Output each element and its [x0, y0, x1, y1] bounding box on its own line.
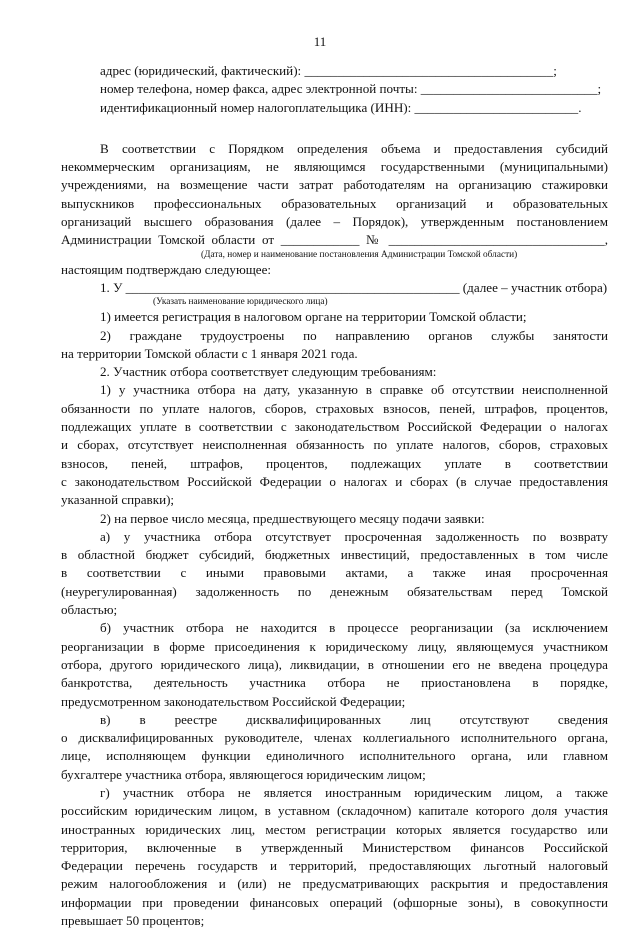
- text-line: и сборах, отсутствует неисполненная обязанность по уплате налогов, сборов, страховых: [61, 437, 608, 453]
- text-line: выпускников профессиональных образовательных организаций и образовательных: [61, 195, 608, 211]
- address-block: [61, 62, 608, 117]
- text-line: в) в реестре дисквалифицированных лиц отсутствуют сведения: [100, 711, 608, 727]
- participant-line: 1. У ___________________________________________________ (далее – участник отбора): [100, 279, 608, 295]
- text-line: б) участник отбора не находится в процессе реорганизации (за исключением: [100, 620, 608, 636]
- text-line: (неурегулированная) задолженность по денежным обязательствам перед Томской: [61, 583, 608, 599]
- text-line: областью;: [61, 602, 118, 618]
- text-line: г) участник отбора не является иностранным юридическим лицом, а также: [100, 784, 608, 800]
- intro-paragraph: [61, 140, 608, 250]
- list-item: на территории Томской области с 1 января 2021 года.: [61, 345, 358, 361]
- text-line: 1) у участника отбора на дату, указанную в справке об отсутствии неисполненной: [100, 382, 608, 398]
- text-line: в соответствии с иными правовыми актами, а также иная просроченная: [61, 565, 608, 581]
- decree-caption: (Дата, номер и наименование постановления Администрации Томской области): [201, 249, 518, 260]
- text-line: о дисквалифицированных руководителе, членах коллегиального исполнительного органа,: [61, 730, 608, 746]
- list-item: 2) граждане трудоустроены по направлению органов службы занятости: [100, 327, 608, 343]
- requirement-2g: [61, 784, 608, 930]
- text-line: а) у участника отбора отсутствует просроченная задолженность по возврату: [100, 528, 608, 544]
- text-line: территория, включенные в утвержденный Министерством финансов Российской: [61, 839, 608, 855]
- page-number: 11: [313, 34, 327, 49]
- requirement-2v: [61, 711, 608, 784]
- document-body: [61, 62, 608, 930]
- text-line: В соответствии с Порядком определения объема и предоставления субсидий: [100, 140, 608, 156]
- text-line: бухгалтере участника отбора, являющегося юридическим лицом;: [61, 766, 426, 782]
- text-line: лице, исполняющем функции единоличного исполнительного органа, или главном: [61, 748, 608, 764]
- text-line: превышает 50 процентов;: [61, 913, 205, 929]
- text-line: отбора, другого юридического лица), ликвидации, в отношении его не введена процедура: [61, 656, 608, 672]
- text-line: реорганизации в форме присоединения к юридическому лицу, являющемуся участником: [61, 638, 608, 654]
- text-line: с законодательством Российской Федерации о налогах и сборах (в случае предоставления: [61, 473, 608, 489]
- text-line: организаций высшего образования (далее – Порядок), утвержденным постановлением: [61, 214, 608, 230]
- name-caption: (Указать наименование юридического лица): [153, 297, 328, 308]
- text-line: российским юридическим лицом, в уставном (складочном) капитале которого доля участия: [61, 803, 608, 819]
- text-line: взносов, пеней, штрафов, процентов, подлежащих уплате в соответствии: [61, 455, 608, 471]
- text-line: Федерации перечень государств и территорий, предоставляющих льготный налоговый: [61, 858, 608, 874]
- text-line: банкротства, деятельность участника отбора не приостановлена в порядке,: [61, 675, 608, 691]
- requirement-2a: [61, 528, 608, 619]
- text-line: Администрации Томской области от ____________ № _________________________________,: [61, 232, 608, 248]
- inn-line: идентификационный номер налогоплательщика (ИНН): _________________________.: [100, 99, 582, 115]
- point-1-list: [61, 308, 608, 363]
- text-line: обязанности по уплате налогов, сборов, страховых взносов, пеней, штрафов, процентов,: [61, 400, 608, 416]
- address-line: адрес (юридический, фактический): ______________________________________;: [100, 63, 557, 78]
- requirements-heading: 2. Участник отбора соответствует следующим требованиям:: [100, 364, 437, 380]
- list-item: 1) имеется регистрация в налоговом органе на территории Томской области;: [100, 309, 527, 325]
- confirm-line: настоящим подтверждаю следующее:: [61, 261, 272, 277]
- text-line: некоммерческим организациям, не являющимся государственными (муниципальными): [61, 159, 608, 175]
- text-line: в областной бюджет субсидий, бюджетных инвестиций, предоставленных в том числе: [61, 547, 608, 563]
- text-line: информации при проведении финансовых операций (офшорные зоны), в совокупности: [61, 894, 608, 910]
- text-line: режим налогообложения и (или) не предусматривающих раскрытия и предоставления: [61, 876, 608, 892]
- text-line: предусмотренном законодательством Российской Федерации;: [61, 693, 406, 709]
- text-line: указанной справки);: [61, 492, 175, 508]
- text-line: учреждениями, на возмещение части затрат работодателям на организацию стажировки: [61, 177, 608, 193]
- phone-line: номер телефона, номер факса, адрес электронной почты: ___________________________;: [100, 81, 602, 97]
- requirement-2b: [61, 619, 608, 710]
- requirement-2-heading: 2) на первое число месяца, предшествующего месяцу подачи заявки:: [100, 510, 485, 526]
- requirement-1: [61, 381, 608, 509]
- text-line: иностранных юридических лиц, местом регистрации которых является государство или: [61, 821, 608, 837]
- text-line: подлежащих уплате в соответствии с законодательством Российской Федерации о налогах: [61, 419, 608, 435]
